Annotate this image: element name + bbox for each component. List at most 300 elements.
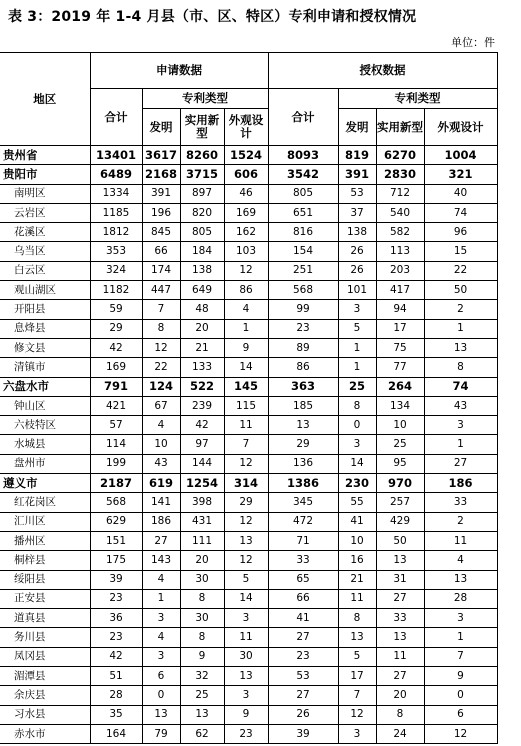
value-cell: 1185	[90, 203, 142, 222]
value-cell: 8	[338, 396, 376, 415]
value-cell: 3	[338, 435, 376, 454]
value-cell: 162	[224, 223, 268, 242]
value-cell: 42	[90, 338, 142, 357]
value-cell: 3	[338, 300, 376, 319]
header-app-total: 合计	[90, 89, 142, 146]
value-cell: 27	[268, 628, 338, 647]
value-cell: 95	[376, 454, 424, 473]
region-name-cell: 盘州市	[0, 454, 90, 473]
value-cell: 0	[142, 686, 180, 705]
value-cell: 3	[424, 416, 497, 435]
value-cell: 55	[338, 493, 376, 512]
value-cell: 431	[180, 512, 224, 531]
value-cell: 17	[376, 319, 424, 338]
value-cell: 57	[90, 416, 142, 435]
value-cell: 619	[142, 474, 180, 493]
value-cell: 77	[376, 358, 424, 377]
value-cell: 50	[376, 531, 424, 550]
region-name-cell: 云岩区	[0, 203, 90, 222]
table-row	[0, 281, 497, 300]
value-cell: 1386	[268, 474, 338, 493]
value-cell: 10	[376, 416, 424, 435]
value-cell: 27	[142, 531, 180, 550]
value-cell: 10	[338, 531, 376, 550]
value-cell: 48	[180, 300, 224, 319]
value-cell: 51	[90, 667, 142, 686]
region-name-cell: 习水县	[0, 705, 90, 724]
value-cell: 186	[424, 474, 497, 493]
value-cell: 230	[338, 474, 376, 493]
value-cell: 7	[424, 647, 497, 666]
value-cell: 4	[224, 300, 268, 319]
header-app-utility: 实用新型	[180, 109, 224, 146]
table-row	[0, 242, 497, 261]
value-cell: 3542	[268, 165, 338, 184]
value-cell: 11	[224, 416, 268, 435]
value-cell: 3	[424, 609, 497, 628]
value-cell: 2187	[90, 474, 142, 493]
region-name-cell: 修文县	[0, 338, 90, 357]
value-cell: 66	[268, 589, 338, 608]
value-cell: 13	[338, 628, 376, 647]
value-cell: 324	[90, 261, 142, 280]
region-name-cell: 水城县	[0, 435, 90, 454]
value-cell: 12	[224, 551, 268, 570]
value-cell: 568	[268, 281, 338, 300]
value-cell: 16	[338, 551, 376, 570]
table-row	[0, 319, 497, 338]
value-cell: 31	[376, 570, 424, 589]
table-body	[0, 146, 497, 744]
value-cell: 321	[424, 165, 497, 184]
region-name-cell: 六枝特区	[0, 416, 90, 435]
value-cell: 99	[268, 300, 338, 319]
value-cell: 3	[224, 686, 268, 705]
value-cell: 13	[424, 338, 497, 357]
value-cell: 472	[268, 512, 338, 531]
value-cell: 20	[376, 686, 424, 705]
region-name-cell: 息烽县	[0, 319, 90, 338]
value-cell: 24	[376, 724, 424, 743]
value-cell: 1	[224, 319, 268, 338]
value-cell: 353	[90, 242, 142, 261]
value-cell: 21	[180, 338, 224, 357]
header-grant-invention: 发明	[338, 109, 376, 146]
region-name-cell: 道真县	[0, 609, 90, 628]
table-row	[0, 377, 497, 396]
table-row	[0, 435, 497, 454]
value-cell: 42	[90, 647, 142, 666]
value-cell: 35	[90, 705, 142, 724]
value-cell: 75	[376, 338, 424, 357]
region-name-cell: 白云区	[0, 261, 90, 280]
value-cell: 391	[142, 184, 180, 203]
value-cell: 151	[90, 531, 142, 550]
table-row	[0, 184, 497, 203]
value-cell: 46	[224, 184, 268, 203]
value-cell: 1524	[224, 146, 268, 165]
region-name-cell: 遵义市	[0, 474, 90, 493]
table-row	[0, 724, 497, 743]
value-cell: 9	[180, 647, 224, 666]
region-name-cell: 湄潭县	[0, 667, 90, 686]
value-cell: 41	[338, 512, 376, 531]
header-grant-design: 外观设计	[424, 109, 497, 146]
value-cell: 203	[376, 261, 424, 280]
value-cell: 25	[180, 686, 224, 705]
value-cell: 37	[338, 203, 376, 222]
value-cell: 33	[376, 609, 424, 628]
value-cell: 101	[338, 281, 376, 300]
value-cell: 138	[180, 261, 224, 280]
value-cell: 540	[376, 203, 424, 222]
value-cell: 13	[424, 570, 497, 589]
table-row	[0, 338, 497, 357]
value-cell: 14	[224, 589, 268, 608]
value-cell: 1	[424, 319, 497, 338]
value-cell: 174	[142, 261, 180, 280]
value-cell: 12	[224, 261, 268, 280]
value-cell: 11	[376, 647, 424, 666]
value-cell: 66	[142, 242, 180, 261]
table-row	[0, 493, 497, 512]
table-row	[0, 551, 497, 570]
table-row	[0, 686, 497, 705]
header-grant-utility: 实用新型	[376, 109, 424, 146]
value-cell: 53	[338, 184, 376, 203]
value-cell: 13401	[90, 146, 142, 165]
value-cell: 25	[376, 435, 424, 454]
value-cell: 65	[268, 570, 338, 589]
value-cell: 25	[338, 377, 376, 396]
value-cell: 391	[338, 165, 376, 184]
value-cell: 239	[180, 396, 224, 415]
value-cell: 8	[338, 609, 376, 628]
table-row	[0, 570, 497, 589]
value-cell: 820	[180, 203, 224, 222]
region-name-cell: 南明区	[0, 184, 90, 203]
value-cell: 421	[90, 396, 142, 415]
table-row	[0, 705, 497, 724]
value-cell: 23	[90, 628, 142, 647]
region-name-cell: 绥阳县	[0, 570, 90, 589]
value-cell: 1	[424, 628, 497, 647]
table-row	[0, 628, 497, 647]
value-cell: 17	[338, 667, 376, 686]
value-cell: 12	[224, 512, 268, 531]
region-name-cell: 务川县	[0, 628, 90, 647]
value-cell: 138	[338, 223, 376, 242]
value-cell: 62	[180, 724, 224, 743]
value-cell: 28	[90, 686, 142, 705]
value-cell: 4	[424, 551, 497, 570]
value-cell: 13	[224, 531, 268, 550]
region-name-cell: 乌当区	[0, 242, 90, 261]
value-cell: 89	[268, 338, 338, 357]
value-cell: 145	[224, 377, 268, 396]
region-name-cell: 花溪区	[0, 223, 90, 242]
value-cell: 417	[376, 281, 424, 300]
value-cell: 29	[224, 493, 268, 512]
value-cell: 184	[180, 242, 224, 261]
value-cell: 27	[268, 686, 338, 705]
value-cell: 164	[90, 724, 142, 743]
region-name-cell: 观山湖区	[0, 281, 90, 300]
value-cell: 133	[180, 358, 224, 377]
value-cell: 257	[376, 493, 424, 512]
value-cell: 111	[180, 531, 224, 550]
value-cell: 39	[268, 724, 338, 743]
value-cell: 897	[180, 184, 224, 203]
value-cell: 30	[224, 647, 268, 666]
page-title: 表 3：2019 年 1-4 月县（市、区、特区）专利申请和授权情况	[8, 9, 417, 25]
value-cell: 74	[424, 203, 497, 222]
region-name-cell: 汇川区	[0, 512, 90, 531]
value-cell: 13	[268, 416, 338, 435]
value-cell: 27	[376, 667, 424, 686]
value-cell: 5	[224, 570, 268, 589]
value-cell: 13	[376, 551, 424, 570]
value-cell: 32	[180, 667, 224, 686]
value-cell: 8260	[180, 146, 224, 165]
value-cell: 23	[90, 589, 142, 608]
value-cell: 314	[224, 474, 268, 493]
value-cell: 6489	[90, 165, 142, 184]
value-cell: 0	[338, 416, 376, 435]
value-cell: 97	[180, 435, 224, 454]
value-cell: 1334	[90, 184, 142, 203]
region-name-cell: 余庆县	[0, 686, 90, 705]
value-cell: 363	[268, 377, 338, 396]
value-cell: 22	[142, 358, 180, 377]
value-cell: 819	[338, 146, 376, 165]
header-region: 地区	[0, 53, 90, 146]
value-cell: 169	[224, 203, 268, 222]
value-cell: 712	[376, 184, 424, 203]
table-row	[0, 300, 497, 319]
value-cell: 29	[268, 435, 338, 454]
region-name-cell: 开阳县	[0, 300, 90, 319]
value-cell: 26	[338, 261, 376, 280]
table-row	[0, 146, 497, 165]
value-cell: 2830	[376, 165, 424, 184]
value-cell: 791	[90, 377, 142, 396]
value-cell: 185	[268, 396, 338, 415]
value-cell: 398	[180, 493, 224, 512]
value-cell: 14	[338, 454, 376, 473]
value-cell: 2	[424, 512, 497, 531]
value-cell: 26	[268, 705, 338, 724]
value-cell: 6270	[376, 146, 424, 165]
value-cell: 175	[90, 551, 142, 570]
value-cell: 5	[338, 647, 376, 666]
value-cell: 5	[338, 319, 376, 338]
value-cell: 124	[142, 377, 180, 396]
region-name-cell: 凤冈县	[0, 647, 90, 666]
value-cell: 629	[90, 512, 142, 531]
value-cell: 43	[142, 454, 180, 473]
value-cell: 28	[424, 589, 497, 608]
value-cell: 115	[224, 396, 268, 415]
value-cell: 1	[142, 589, 180, 608]
value-cell: 582	[376, 223, 424, 242]
value-cell: 6	[424, 705, 497, 724]
value-cell: 12	[224, 454, 268, 473]
value-cell: 9	[424, 667, 497, 686]
value-cell: 53	[268, 667, 338, 686]
table-row	[0, 647, 497, 666]
region-name-cell: 六盘水市	[0, 377, 90, 396]
value-cell: 20	[180, 319, 224, 338]
value-cell: 113	[376, 242, 424, 261]
value-cell: 816	[268, 223, 338, 242]
table-row	[0, 261, 497, 280]
table-row	[0, 454, 497, 473]
value-cell: 33	[424, 493, 497, 512]
value-cell: 845	[142, 223, 180, 242]
value-cell: 154	[268, 242, 338, 261]
value-cell: 23	[268, 647, 338, 666]
value-cell: 79	[142, 724, 180, 743]
value-cell: 11	[424, 531, 497, 550]
value-cell: 15	[424, 242, 497, 261]
region-name-cell: 清镇市	[0, 358, 90, 377]
value-cell: 3715	[180, 165, 224, 184]
value-cell: 970	[376, 474, 424, 493]
value-cell: 3617	[142, 146, 180, 165]
value-cell: 14	[224, 358, 268, 377]
value-cell: 13	[376, 628, 424, 647]
value-cell: 67	[142, 396, 180, 415]
value-cell: 8	[424, 358, 497, 377]
value-cell: 134	[376, 396, 424, 415]
value-cell: 1	[424, 435, 497, 454]
value-cell: 2	[424, 300, 497, 319]
value-cell: 9	[224, 338, 268, 357]
value-cell: 4	[142, 416, 180, 435]
value-cell: 12	[338, 705, 376, 724]
value-cell: 649	[180, 281, 224, 300]
value-cell: 50	[424, 281, 497, 300]
table-row	[0, 667, 497, 686]
value-cell: 27	[424, 454, 497, 473]
value-cell: 103	[224, 242, 268, 261]
table-row	[0, 358, 497, 377]
value-cell: 13	[224, 667, 268, 686]
header-grant-patent-type: 专利类型	[338, 89, 497, 109]
table-row	[0, 609, 497, 628]
table-row	[0, 474, 497, 493]
table-row	[0, 531, 497, 550]
value-cell: 71	[268, 531, 338, 550]
value-cell: 13	[142, 705, 180, 724]
header-grant-total: 合计	[268, 89, 338, 146]
value-cell: 3	[142, 647, 180, 666]
value-cell: 8	[180, 628, 224, 647]
value-cell: 264	[376, 377, 424, 396]
value-cell: 30	[180, 570, 224, 589]
value-cell: 1004	[424, 146, 497, 165]
value-cell: 1812	[90, 223, 142, 242]
value-cell: 141	[142, 493, 180, 512]
value-cell: 23	[224, 724, 268, 743]
region-name-cell: 钟山区	[0, 396, 90, 415]
value-cell: 94	[376, 300, 424, 319]
value-cell: 6	[142, 667, 180, 686]
value-cell: 8093	[268, 146, 338, 165]
value-cell: 4	[142, 570, 180, 589]
value-cell: 4	[142, 628, 180, 647]
header-app-invention: 发明	[142, 109, 180, 146]
value-cell: 42	[180, 416, 224, 435]
value-cell: 2168	[142, 165, 180, 184]
header-grant: 授权数据	[268, 53, 497, 89]
value-cell: 22	[424, 261, 497, 280]
value-cell: 12	[424, 724, 497, 743]
header-application: 申请数据	[90, 53, 268, 89]
value-cell: 447	[142, 281, 180, 300]
value-cell: 1	[338, 358, 376, 377]
value-cell: 7	[224, 435, 268, 454]
value-cell: 40	[424, 184, 497, 203]
value-cell: 12	[142, 338, 180, 357]
region-name-cell: 贵州省	[0, 146, 90, 165]
value-cell: 606	[224, 165, 268, 184]
value-cell: 21	[338, 570, 376, 589]
value-cell: 86	[268, 358, 338, 377]
region-name-cell: 播州区	[0, 531, 90, 550]
value-cell: 86	[224, 281, 268, 300]
value-cell: 7	[142, 300, 180, 319]
value-cell: 136	[268, 454, 338, 473]
region-name-cell: 赤水市	[0, 724, 90, 743]
unit-label: 单位：件	[451, 36, 495, 49]
value-cell: 26	[338, 242, 376, 261]
value-cell: 74	[424, 377, 497, 396]
value-cell: 11	[338, 589, 376, 608]
value-cell: 36	[90, 609, 142, 628]
value-cell: 27	[376, 589, 424, 608]
value-cell: 8	[142, 319, 180, 338]
value-cell: 11	[224, 628, 268, 647]
table-row	[0, 512, 497, 531]
value-cell: 805	[180, 223, 224, 242]
table-row	[0, 203, 497, 222]
value-cell: 23	[268, 319, 338, 338]
value-cell: 429	[376, 512, 424, 531]
value-cell: 1254	[180, 474, 224, 493]
value-cell: 8	[376, 705, 424, 724]
value-cell: 568	[90, 493, 142, 512]
value-cell: 29	[90, 319, 142, 338]
table-row	[0, 396, 497, 415]
table-row	[0, 165, 497, 184]
value-cell: 3	[142, 609, 180, 628]
table-row	[0, 589, 497, 608]
value-cell: 251	[268, 261, 338, 280]
value-cell: 144	[180, 454, 224, 473]
value-cell: 805	[268, 184, 338, 203]
value-cell: 9	[224, 705, 268, 724]
table-row	[0, 223, 497, 242]
value-cell: 20	[180, 551, 224, 570]
value-cell: 199	[90, 454, 142, 473]
value-cell: 43	[424, 396, 497, 415]
value-cell: 3	[338, 724, 376, 743]
value-cell: 651	[268, 203, 338, 222]
value-cell: 196	[142, 203, 180, 222]
value-cell: 345	[268, 493, 338, 512]
